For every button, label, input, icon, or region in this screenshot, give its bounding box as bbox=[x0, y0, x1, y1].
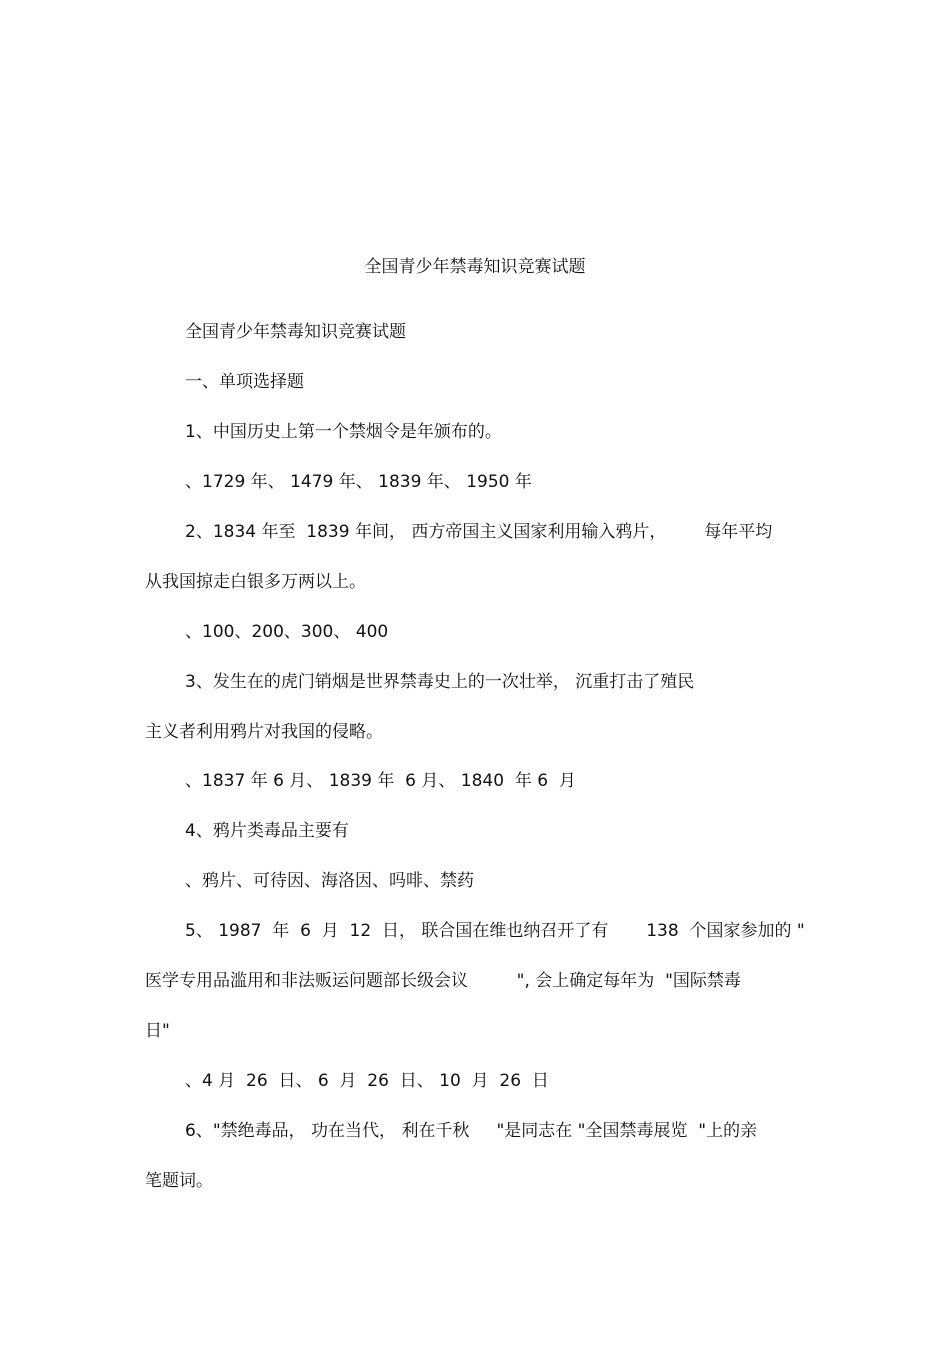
question-1-options: 、1729 年、 1479 年、 1839 年、 1950 年 bbox=[185, 472, 532, 492]
question-5: 5、 1987 年 6 月 12 日， 联合国在维也纳召开了有 138 个国家参加的 " bbox=[185, 921, 805, 941]
section-heading: 一、单项选择题 bbox=[185, 372, 304, 392]
question-4-options: 、鸦片、可待因、海洛因、吗啡、禁药 bbox=[185, 871, 474, 891]
question-3-options: 、1837 年 6 月、 1839 年 6 月、 1840 年 6 月 bbox=[185, 771, 576, 791]
question-1: 1、中国历史上第一个禁烟令是年颁布的。 bbox=[185, 422, 502, 442]
document-title: 全国青少年禁毒知识竞赛试题 bbox=[364, 257, 586, 277]
question-6-cont: 笔题词。 bbox=[145, 1171, 213, 1191]
question-3-cont: 主义者利用鸦片对我国的侵略。 bbox=[145, 722, 383, 742]
question-4: 4、鸦片类毒品主要有 bbox=[185, 821, 349, 841]
question-2-cont: 从我国掠走白银多万两以上。 bbox=[145, 572, 366, 592]
question-3: 3、发生在的虎门销烟是世界禁毒史上的一次壮举， 沉重打击了殖民 bbox=[185, 672, 695, 692]
subtitle-line: 全国青少年禁毒知识竞赛试题 bbox=[185, 322, 406, 342]
question-5-options: 、4 月 26 日、 6 月 26 日、 10 月 26 日 bbox=[185, 1071, 549, 1091]
question-6: 6、"禁绝毒品， 功在当代， 利在千秋 "是同志在 "全国禁毒展览 "上的亲 bbox=[185, 1121, 758, 1141]
question-5-cont-2: 日" bbox=[145, 1021, 170, 1041]
question-2: 2、1834 年至 1839 年间， 西方帝国主义国家利用输入鸦片， 每年平均 bbox=[185, 522, 773, 542]
question-2-options: 、100、200、300、 400 bbox=[185, 622, 389, 642]
question-5-cont: 医学专用品滥用和非法贩运问题部长级会议 ", 会上确定每年为 "国际禁毒 bbox=[145, 971, 741, 991]
